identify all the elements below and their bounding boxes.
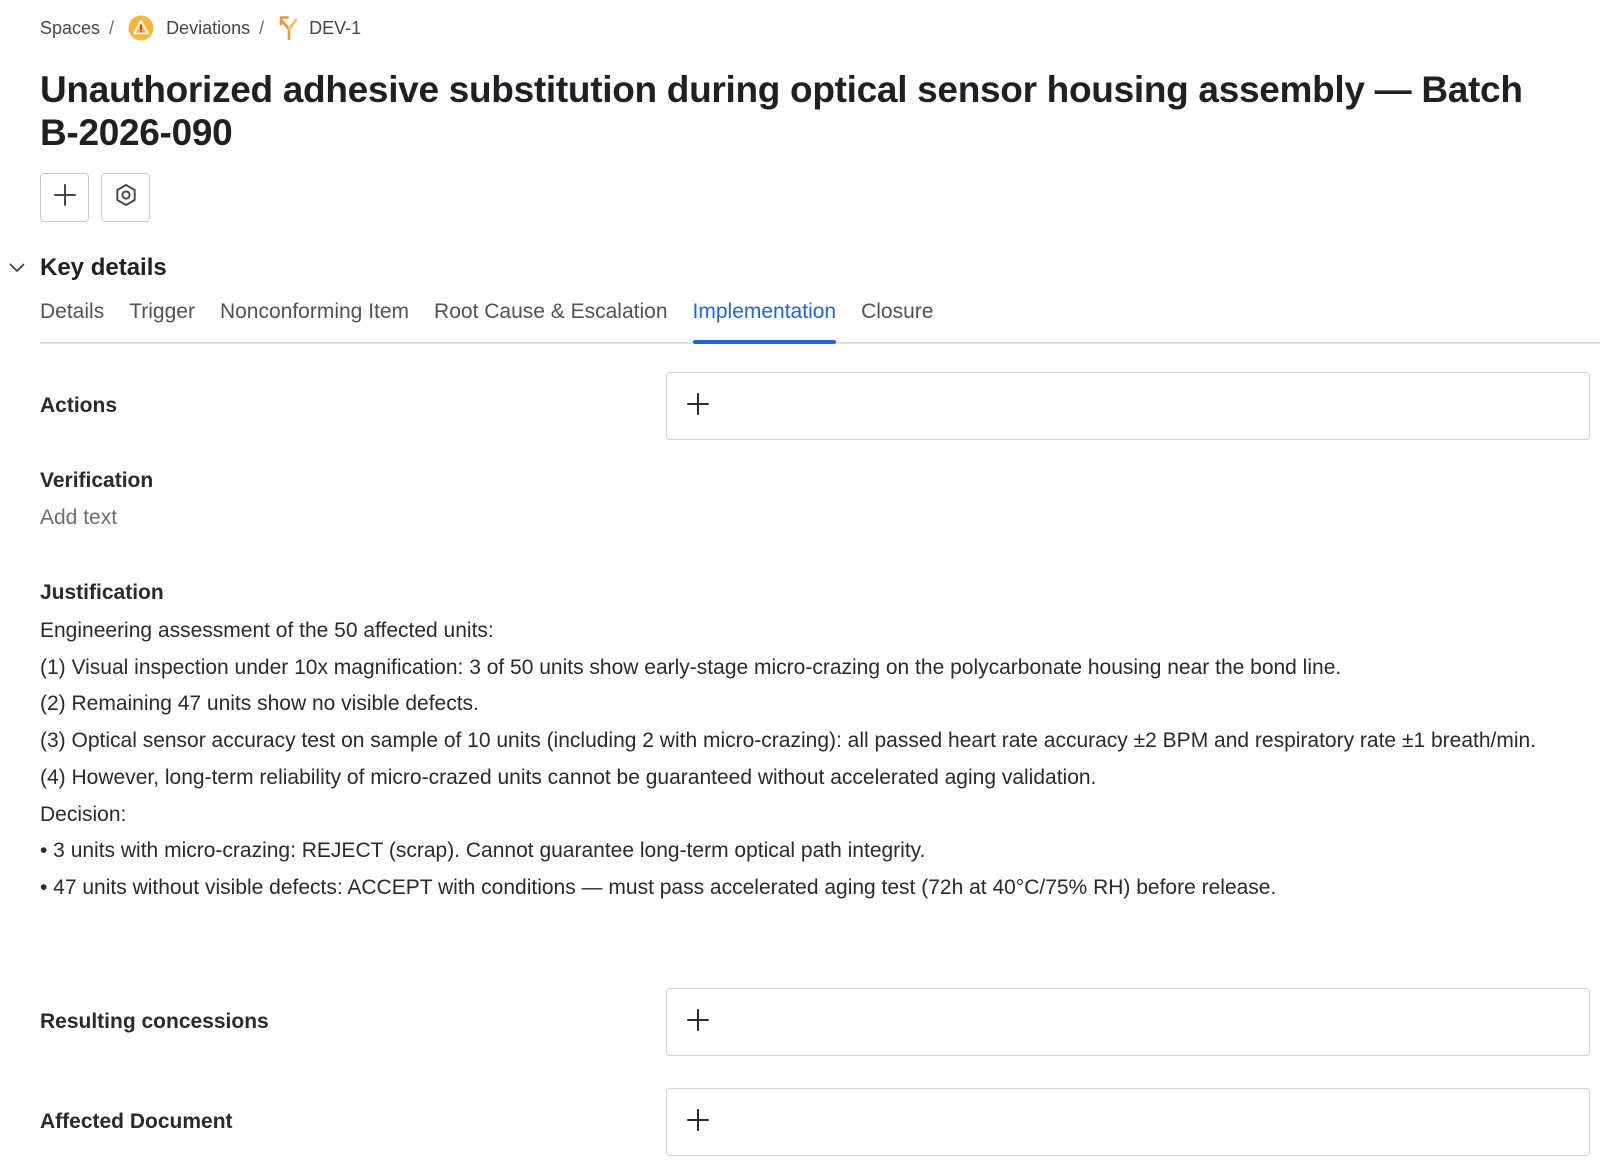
justification-line: • 3 units with micro-crazing: REJECT (scrap). Cannot guarantee long-term optical path integrity.: [40, 839, 926, 863]
tab-list: [40, 296, 1600, 344]
justification-line: Decision:: [40, 802, 127, 826]
breadcrumb-deviations[interactable]: [128, 15, 250, 41]
warning-icon: [128, 15, 154, 41]
tab-implementation[interactable]: Implementation: [693, 296, 837, 332]
plus-icon: [687, 393, 709, 420]
justification-line: (3) Optical sensor accuracy test on sample of 10 units (including 2 with micro-crazing): all passed heart rate accuracy ±2 BPM and respiratory rate ±1 breath/min.: [40, 729, 1537, 753]
key-details-toggle[interactable]: [6, 254, 167, 282]
add-affected-document-button[interactable]: [666, 1088, 1590, 1156]
breadcrumb-separator: /: [259, 17, 265, 38]
plus-icon: [54, 184, 76, 211]
actions-label: Actions: [40, 394, 118, 417]
chevron-down-icon: [6, 257, 28, 279]
verification-label: Verification: [40, 469, 154, 492]
justification-line: • 47 units without visible defects: ACCEPT with conditions — must pass accelerated aging test (72h at 40°C/75% RH) before release.: [40, 875, 1277, 899]
breadcrumb-spaces-label[interactable]: Spaces: [40, 17, 101, 38]
deviation-branch-icon: [278, 15, 300, 41]
justification-line: (2) Remaining 47 units show no visible defects.: [40, 692, 479, 716]
page-title[interactable]: Unauthorized adhesive substitution during optical sensor housing assembly — Batch B-2026-090: [40, 69, 1523, 153]
plus-icon: [687, 1009, 709, 1036]
tab-details[interactable]: Details: [40, 300, 105, 323]
breadcrumb-issue-key[interactable]: DEV-1: [309, 17, 362, 38]
justification-text[interactable]: [40, 613, 1580, 907]
hexagon-settings-icon: [114, 183, 138, 212]
tab-trigger[interactable]: Trigger: [129, 300, 195, 323]
tab-closure[interactable]: Closure: [861, 300, 934, 323]
plus-icon: [687, 1109, 709, 1136]
issue-toolbar: [40, 173, 150, 222]
breadcrumb-issue[interactable]: [278, 15, 361, 41]
tab-nonconforming-item[interactable]: Nonconforming Item: [219, 300, 410, 323]
justification-line: Engineering assessment of the 50 affected units:: [40, 619, 494, 642]
resulting-concessions-label: Resulting concessions: [40, 1010, 269, 1033]
apps-settings-button[interactable]: [101, 173, 150, 222]
tab-root-cause-escalation[interactable]: Root Cause & Escalation: [434, 300, 668, 323]
breadcrumb-deviations-label[interactable]: Deviations: [166, 17, 251, 38]
add-button[interactable]: [40, 173, 89, 222]
add-action-button[interactable]: [666, 372, 1590, 440]
breadcrumb-separator: /: [109, 17, 115, 38]
justification-label: Justification: [40, 581, 164, 604]
section-title: Key details: [40, 254, 167, 281]
breadcrumb-spaces[interactable]: [40, 18, 100, 39]
justification-line: (4) However, long-term reliability of micro-crazed units cannot be guaranteed without accelerated aging validation.: [40, 765, 1097, 789]
verification-text-field[interactable]: Add text: [40, 506, 118, 529]
justification-line: (1) Visual inspection under 10x magnification: 3 of 50 units show early-stage micro-crazing on the polycarbonate housing near the bond line.: [40, 655, 1342, 679]
add-concession-button[interactable]: [666, 988, 1590, 1056]
affected-document-label: Affected Document: [40, 1110, 233, 1133]
breadcrumb: [40, 14, 361, 42]
